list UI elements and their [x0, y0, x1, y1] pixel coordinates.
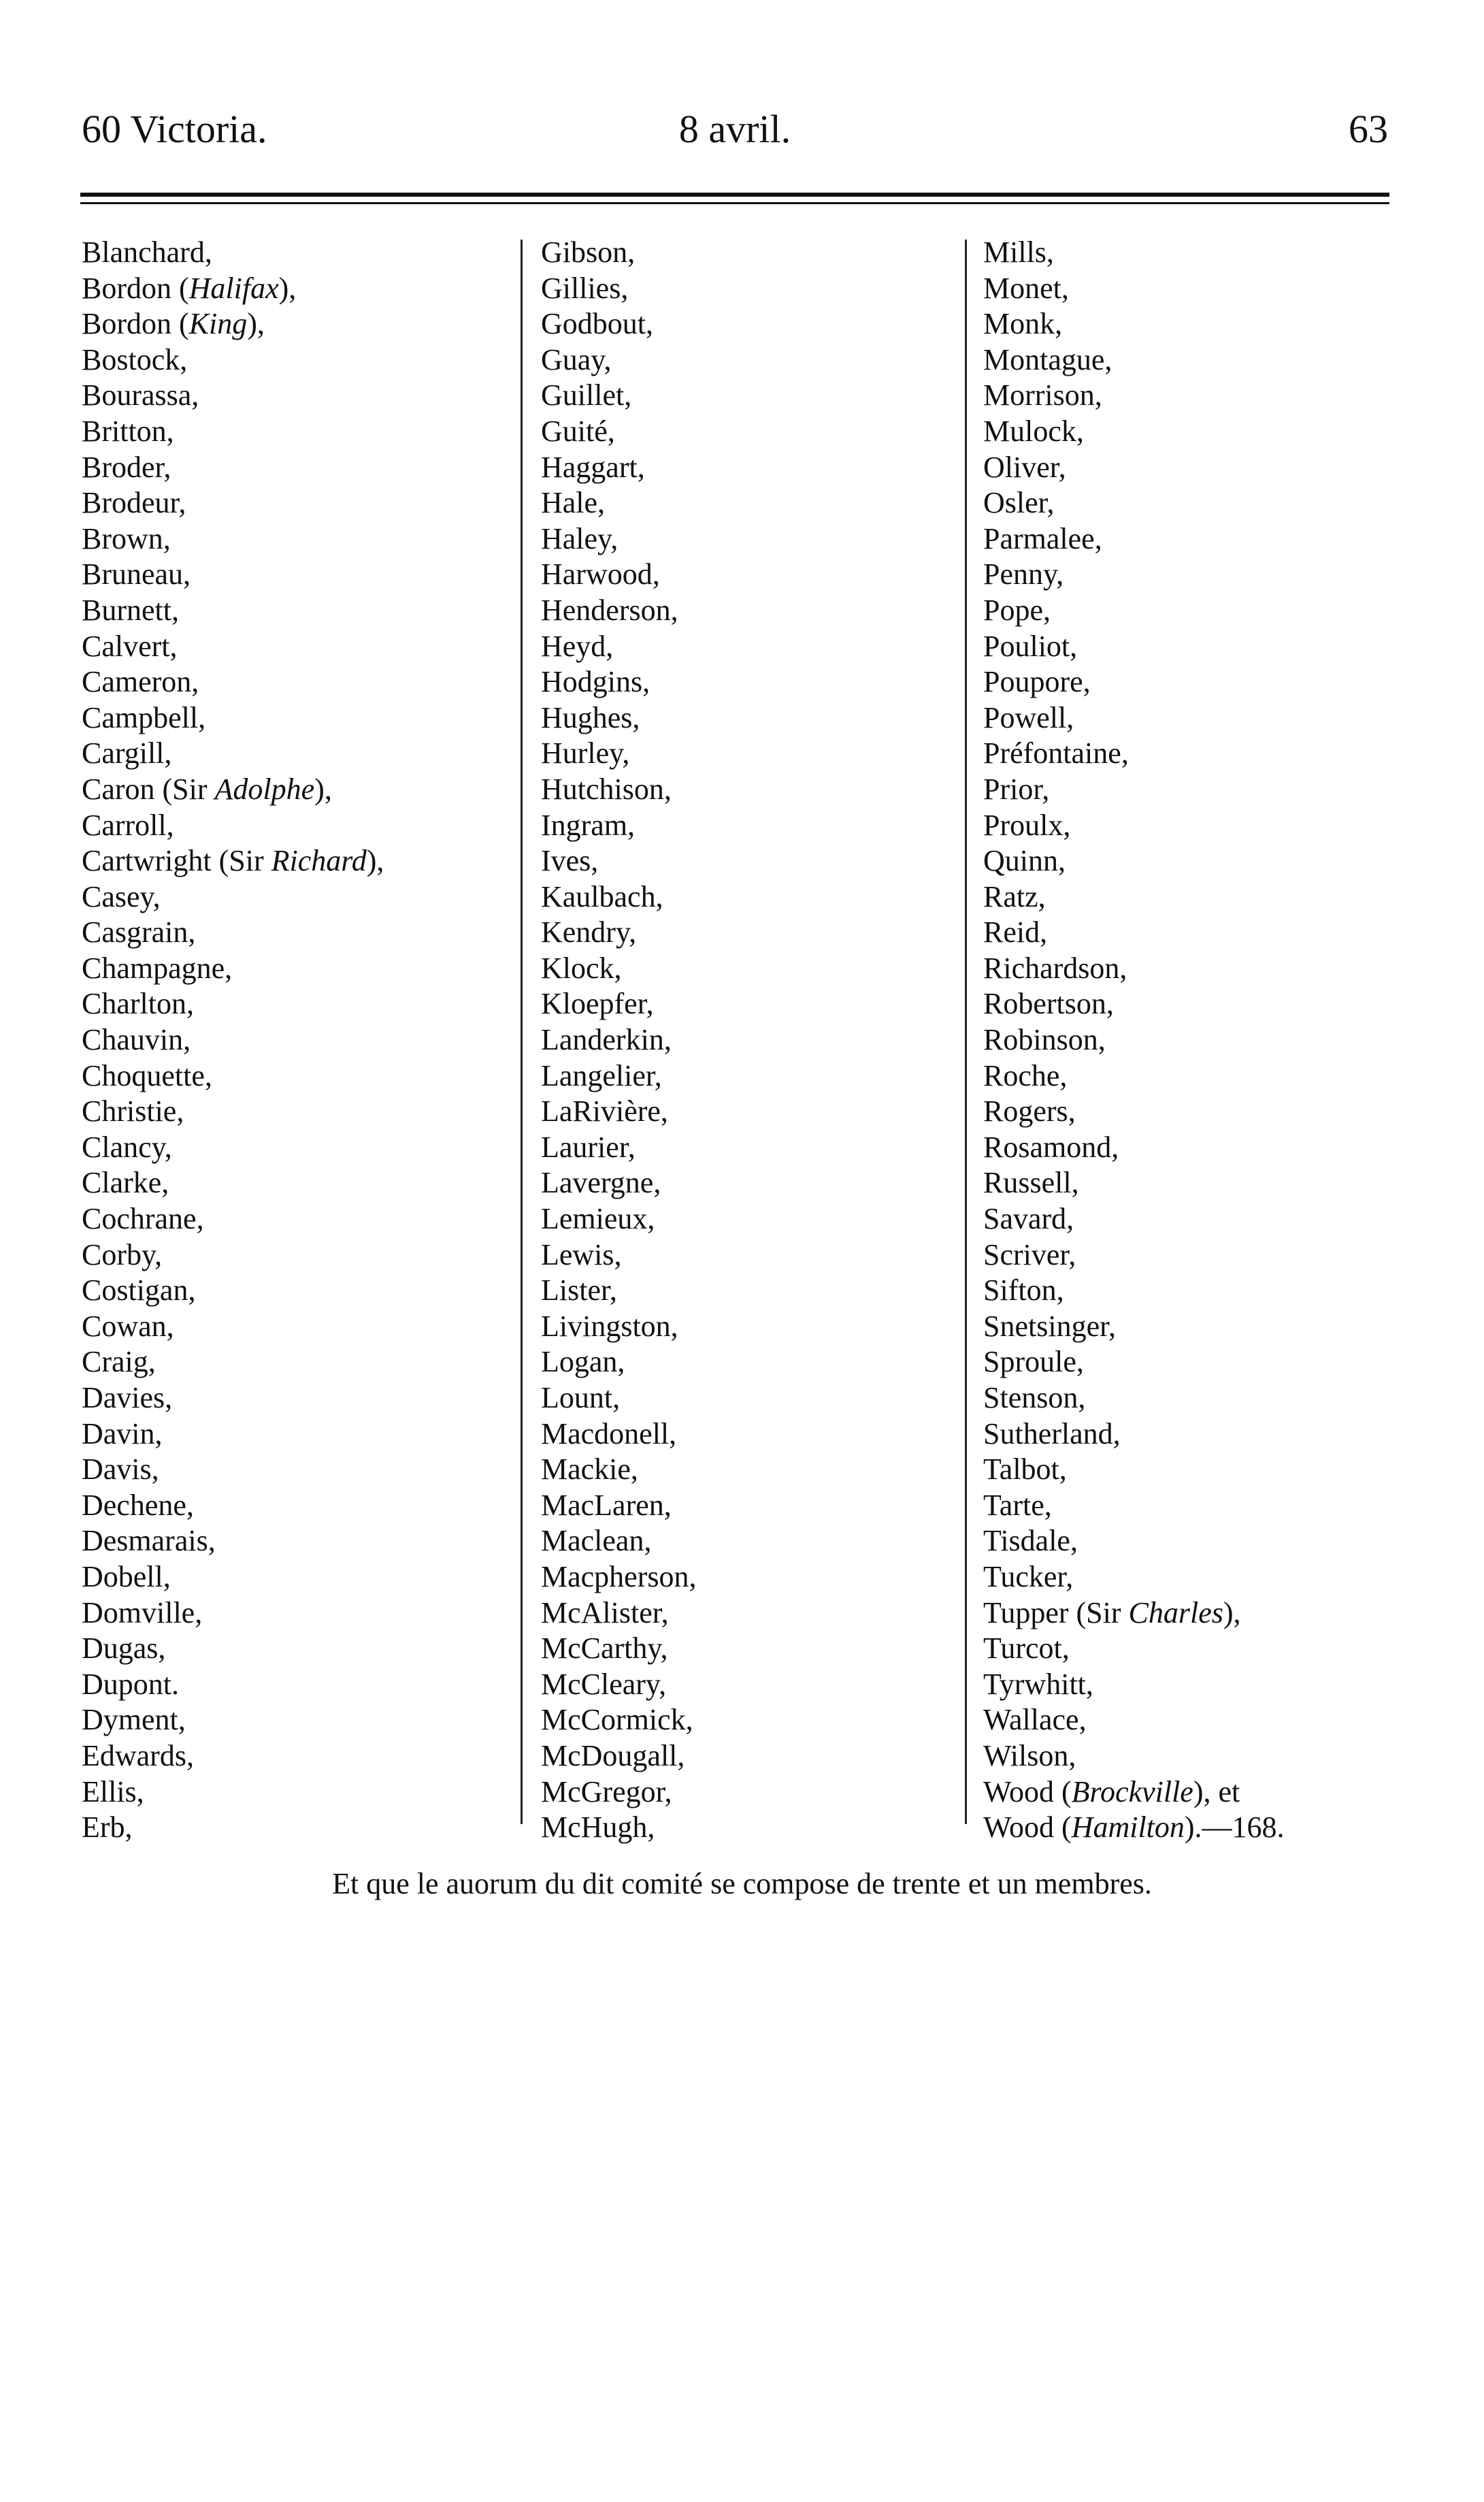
member-name: Rogers, [983, 1094, 1076, 1128]
member-name-qualifier: Charles [1128, 1595, 1223, 1629]
member-name: McHugh, [541, 1810, 655, 1845]
member-name-qualifier: King [188, 307, 248, 341]
member-name: Robertson, [983, 987, 1114, 1021]
column-divider-1 [521, 240, 523, 1824]
header-session: 60 Victoria. [82, 107, 267, 151]
member-name: Haley, [541, 521, 619, 555]
member-name: Hughes, [541, 700, 640, 734]
member-name: McCormick, [541, 1703, 693, 1737]
member-name: Kendry, [541, 915, 637, 949]
member-name: Guay, [541, 342, 612, 376]
header-date: 8 avril. [678, 107, 791, 151]
member-name: Lount, [541, 1381, 621, 1414]
member-name: LaRivière, [541, 1094, 668, 1128]
member-name: Macpherson, [541, 1559, 697, 1593]
member-name: Montague, [983, 342, 1112, 376]
member-name: Landerkin, [541, 1023, 672, 1057]
member-name: Kloepfer, [541, 987, 654, 1021]
member-name: Henderson, [541, 593, 678, 627]
member-name: McAlister, [541, 1595, 669, 1629]
member-name: Langelier, [541, 1058, 662, 1092]
member-name: Morrison, [983, 378, 1102, 412]
member-name: Bourassa, [82, 378, 199, 412]
member-name: Brodeur, [82, 486, 186, 520]
member-name: Rosamond, [983, 1130, 1119, 1164]
member-name: Sifton, [983, 1273, 1064, 1307]
member-name: Guillet, [541, 378, 632, 412]
member-name: McCarthy, [541, 1631, 668, 1666]
member-name: Ingram, [541, 808, 636, 842]
member-name: Hurley, [541, 736, 630, 770]
member-name: Monk, [983, 307, 1063, 341]
member-name: Harwood, [541, 557, 660, 591]
member-name: Edwards, [82, 1738, 194, 1772]
member-name: Tarte, [983, 1488, 1052, 1522]
member-name-part: ), et [1193, 1774, 1240, 1808]
member-name: Cowan, [82, 1309, 174, 1343]
member-name: Lavergne, [541, 1166, 661, 1200]
member-name: Pope, [983, 593, 1051, 627]
page-header [82, 102, 1388, 157]
member-name: Stenson, [983, 1381, 1086, 1414]
member-name: Richardson, [983, 951, 1127, 985]
member-name: Brown, [82, 521, 171, 555]
member-name: Proulx, [983, 808, 1071, 842]
member-name [983, 1595, 1285, 1631]
member-name: Russell, [983, 1166, 1079, 1200]
member-name [983, 1810, 1285, 1846]
member-name: Bruneau, [82, 557, 191, 591]
member-name: Quinn, [983, 844, 1066, 878]
member-name: Dupont. [82, 1667, 179, 1701]
quorum-statement: Et que le auorum du dit comité se compose de trente et un membres. [332, 1867, 1152, 1900]
member-name: Erb, [82, 1810, 133, 1845]
member-name: Clarke, [82, 1166, 169, 1200]
member-name: Ratz, [983, 879, 1046, 913]
column-divider-2 [965, 240, 967, 1824]
member-name: Tyrwhitt, [983, 1667, 1093, 1701]
member-name: Reid, [983, 915, 1048, 949]
member-name: Costigan, [82, 1273, 196, 1307]
member-name: Campbell, [82, 700, 206, 734]
member-name: Lewis, [541, 1237, 622, 1271]
member-name: Sproule, [983, 1345, 1084, 1379]
member-name: Hutchison, [541, 772, 672, 806]
member-name-part: Wood ( [983, 1774, 1072, 1808]
member-name: Maclean, [541, 1524, 652, 1558]
member-name: Britton, [82, 414, 174, 448]
member-name: Guité, [541, 414, 615, 448]
member-name: McDougall, [541, 1738, 685, 1772]
member-name: Hale, [541, 486, 606, 520]
member-name: Roche, [983, 1058, 1068, 1092]
member-name: Préfontaine, [983, 736, 1129, 770]
member-name-qualifier: Adolphe [214, 772, 315, 806]
header-rule-thick [80, 193, 1389, 197]
member-name [82, 772, 384, 808]
member-name-part: ), [1223, 1595, 1241, 1629]
member-name: Savard, [983, 1202, 1074, 1236]
member-name: Cargill, [82, 736, 172, 770]
member-name: Klock, [541, 951, 622, 985]
member-name: Osler, [983, 486, 1055, 520]
member-name-qualifier: Halifax [188, 271, 279, 305]
member-name: Charlton, [82, 987, 194, 1021]
member-name: Gillies, [541, 271, 629, 305]
member-name-part: ), [314, 772, 332, 806]
member-name-qualifier: Hamilton [1071, 1810, 1185, 1845]
member-name: Carroll, [82, 808, 174, 842]
member-name: Monet, [983, 271, 1069, 305]
names-column-1 [82, 235, 384, 1846]
member-name: Godbout, [541, 307, 653, 341]
member-name: Mills, [983, 235, 1054, 269]
member-name-part: ), [247, 307, 265, 341]
member-name-part: Bordon ( [82, 271, 189, 305]
member-name: Corby, [82, 1237, 163, 1271]
member-name: Wallace, [983, 1703, 1087, 1737]
member-name: Lemieux, [541, 1202, 655, 1236]
member-name [82, 843, 384, 879]
member-name: Hodgins, [541, 665, 650, 699]
member-name: Laurier, [541, 1130, 636, 1164]
member-name: Dechene, [82, 1488, 194, 1522]
member-name-part: ).—168. [1184, 1810, 1285, 1845]
member-name-part: Wood ( [983, 1810, 1072, 1845]
member-name: Tucker, [983, 1559, 1074, 1593]
member-name: Cameron, [82, 665, 199, 699]
member-name: Tisdale, [983, 1524, 1078, 1558]
member-name: Turcot, [983, 1631, 1070, 1666]
member-name: Lister, [541, 1273, 617, 1307]
member-name: Bostock, [82, 342, 188, 376]
member-name: Heyd, [541, 629, 614, 663]
member-name: Haggart, [541, 450, 645, 484]
member-name-qualifier: Richard [271, 844, 367, 878]
member-name: Poupore, [983, 665, 1091, 699]
member-name: Snetsinger, [983, 1309, 1116, 1343]
member-name: Pouliot, [983, 629, 1078, 663]
member-name: Choquette, [82, 1058, 212, 1092]
member-name: Ellis, [82, 1774, 144, 1808]
member-name-part: Bordon ( [82, 307, 189, 341]
member-name: Mulock, [983, 414, 1084, 448]
member-name: Dobell, [82, 1559, 171, 1593]
member-name: Logan, [541, 1345, 625, 1379]
member-name-part: ), [366, 844, 384, 878]
names-column-3 [983, 235, 1285, 1846]
member-name-part: Caron (Sir [82, 772, 215, 806]
member-name: Parmalee, [983, 521, 1102, 555]
member-name-part: Tupper (Sir [983, 1595, 1129, 1629]
member-name: Prior, [983, 772, 1050, 806]
member-name: Scriver, [983, 1237, 1076, 1271]
member-name: McCleary, [541, 1667, 667, 1701]
member-name: Casey, [82, 879, 161, 913]
member-name-part: Cartwright (Sir [82, 844, 271, 878]
member-name: Oliver, [983, 450, 1066, 484]
page-number: 63 [1349, 107, 1388, 151]
member-name: Domville, [82, 1595, 203, 1629]
member-name: Clancy, [82, 1130, 172, 1164]
member-name-part: ), [278, 271, 297, 305]
member-name: Dugas, [82, 1631, 166, 1666]
member-name: Davis, [82, 1452, 159, 1486]
member-name: Davin, [82, 1416, 163, 1450]
member-name: Wilson, [983, 1738, 1076, 1772]
member-name: Champagne, [82, 951, 233, 985]
member-name: MacLaren, [541, 1488, 672, 1522]
names-column-2 [541, 235, 697, 1846]
member-name: Powell, [983, 700, 1074, 734]
member-name: Ives, [541, 844, 599, 878]
member-name: Craig, [82, 1345, 156, 1379]
member-name: Robinson, [983, 1023, 1106, 1057]
member-name: Penny, [983, 557, 1064, 591]
member-name: Kaulbach, [541, 879, 663, 913]
member-name [983, 1774, 1285, 1810]
member-name: Christie, [82, 1094, 184, 1128]
member-name: Blanchard, [82, 235, 212, 269]
member-name: Talbot, [983, 1452, 1067, 1486]
member-name: Sutherland, [983, 1416, 1121, 1450]
member-name: Dyment, [82, 1703, 186, 1737]
member-name: Desmarais, [82, 1524, 216, 1558]
member-name [82, 306, 384, 342]
member-name [82, 271, 384, 307]
member-name: Chauvin, [82, 1023, 191, 1057]
member-name: Casgrain, [82, 915, 196, 949]
member-name: Davies, [82, 1381, 173, 1414]
member-name: McGregor, [541, 1774, 672, 1808]
member-name-qualifier: Brockville [1071, 1774, 1193, 1808]
member-name: Burnett, [82, 593, 179, 627]
member-name: Livingston, [541, 1309, 678, 1343]
member-name: Macdonell, [541, 1416, 677, 1450]
header-rule-thin [80, 202, 1389, 204]
member-name: Mackie, [541, 1452, 638, 1486]
member-name: Broder, [82, 450, 171, 484]
member-name: Calvert, [82, 629, 178, 663]
member-name: Cochrane, [82, 1202, 204, 1236]
member-name: Gibson, [541, 235, 636, 269]
